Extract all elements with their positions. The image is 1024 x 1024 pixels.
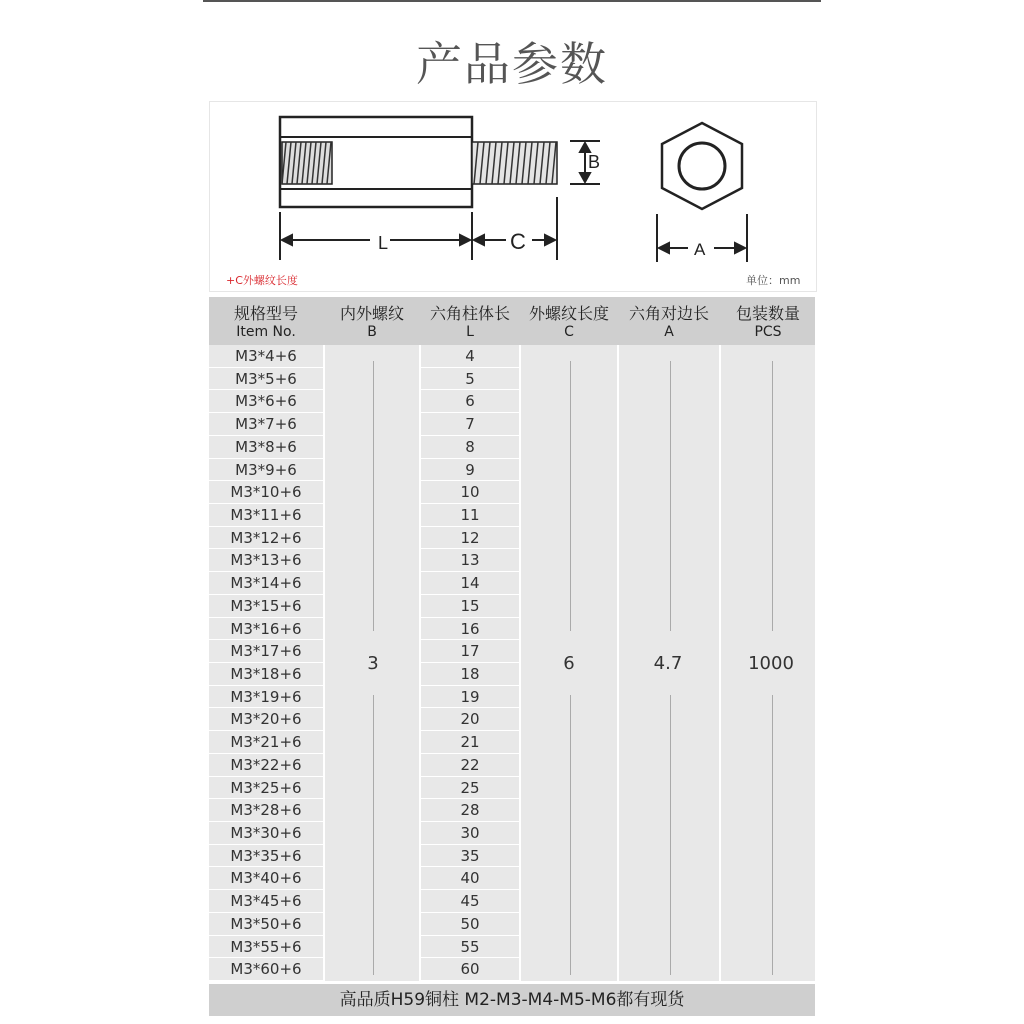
table-row-item-no: M3*22+6	[209, 754, 323, 777]
table-row-item-no: M3*50+6	[209, 913, 323, 936]
unit-note: 单位：mm	[746, 274, 801, 287]
merge-guide-line	[670, 695, 671, 975]
table-row-length: 19	[421, 686, 519, 709]
table-row-length: 17	[421, 640, 519, 663]
spec-diagram	[209, 101, 817, 292]
table-row-length: 10	[421, 481, 519, 504]
table-row-length: 22	[421, 754, 519, 777]
dim-label-l: L	[378, 233, 389, 253]
dim-label-c: C	[510, 229, 526, 254]
hex-a-value: 4.7	[653, 653, 683, 674]
table-row-item-no: M3*21+6	[209, 731, 323, 754]
header-hex-a: 六角对边长 A	[628, 304, 709, 340]
hex-nut-icon	[662, 123, 742, 209]
table-row-length: 8	[421, 436, 519, 459]
table-row-length: 5	[421, 368, 519, 391]
merge-guide-line	[373, 695, 374, 975]
table-row-length: 6	[421, 390, 519, 413]
table-row-item-no: M3*8+6	[209, 436, 323, 459]
table-row-length: 18	[421, 663, 519, 686]
table-row-item-no: M3*25+6	[209, 777, 323, 800]
table-row-item-no: M3*60+6	[209, 958, 323, 981]
dim-label-a: A	[694, 240, 706, 259]
table-row-item-no: M3*6+6	[209, 390, 323, 413]
table-row-length: 40	[421, 867, 519, 890]
table-row-item-no: M3*11+6	[209, 504, 323, 527]
table-row-item-no: M3*15+6	[209, 595, 323, 618]
standoff-drawing	[210, 102, 816, 291]
table-row-length: 21	[421, 731, 519, 754]
table-row-length: 4	[421, 345, 519, 368]
table-row-length: 30	[421, 822, 519, 845]
table-row-length: 14	[421, 572, 519, 595]
external-thread	[472, 142, 557, 184]
pcs-value: 1000	[748, 653, 794, 674]
table-row-length: 15	[421, 595, 519, 618]
table-row-item-no: M3*20+6	[209, 708, 323, 731]
table-row-length: 11	[421, 504, 519, 527]
table-row-item-no: M3*4+6	[209, 345, 323, 368]
header-pcs: 包装数量 PCS	[735, 304, 800, 340]
table-row-length: 28	[421, 799, 519, 822]
table-row-length: 7	[421, 413, 519, 436]
table-row-length: 13	[421, 549, 519, 572]
header-length-l: 六角柱体长 L	[429, 304, 510, 340]
thread-length-note: +C外螺纹长度	[226, 274, 298, 287]
header-item-no: 规格型号 Item No.	[233, 304, 298, 340]
thread-c-value: 6	[563, 653, 575, 674]
header-thread-b: 内外螺纹 B	[339, 304, 404, 340]
table-row-length: 12	[421, 527, 519, 550]
table-row-item-no: M3*55+6	[209, 936, 323, 959]
table-row-item-no: M3*5+6	[209, 368, 323, 391]
table-row-item-no: M3*45+6	[209, 890, 323, 913]
table-row-item-no: M3*30+6	[209, 822, 323, 845]
table-row-item-no: M3*10+6	[209, 481, 323, 504]
top-rule	[203, 0, 821, 2]
table-row-item-no: M3*13+6	[209, 549, 323, 572]
merge-guide-line	[570, 361, 571, 631]
page-title: 产品参数	[416, 37, 608, 91]
table-row-length: 50	[421, 913, 519, 936]
header-thread-c: 外螺纹长度 C	[528, 304, 609, 340]
table-header	[209, 297, 815, 345]
table-row-item-no: M3*7+6	[209, 413, 323, 436]
dim-label-b: B	[588, 152, 601, 172]
column-divider	[719, 345, 721, 981]
thread-b-value: 3	[367, 653, 379, 674]
table-row-item-no: M3*14+6	[209, 572, 323, 595]
table-row-item-no: M3*28+6	[209, 799, 323, 822]
table-row-item-no: M3*18+6	[209, 663, 323, 686]
table-row-length: 25	[421, 777, 519, 800]
table-row-length: 60	[421, 958, 519, 981]
table-row-length: 9	[421, 459, 519, 482]
footer-banner: 高品质H59铜柱 M2-M3-M4-M5-M6都有现货	[209, 984, 815, 1016]
merge-guide-line	[670, 361, 671, 631]
table-row-item-no: M3*35+6	[209, 845, 323, 868]
hole-icon	[679, 143, 725, 189]
merge-guide-line	[772, 695, 773, 975]
table-row-item-no: M3*17+6	[209, 640, 323, 663]
merge-guide-line	[772, 361, 773, 631]
merge-guide-line	[570, 695, 571, 975]
table-row-item-no: M3*40+6	[209, 867, 323, 890]
table-row-length: 35	[421, 845, 519, 868]
table-row-item-no: M3*16+6	[209, 618, 323, 641]
table-row-item-no: M3*12+6	[209, 527, 323, 550]
table-row-length: 55	[421, 936, 519, 959]
table-row-length: 16	[421, 618, 519, 641]
table-row-length: 45	[421, 890, 519, 913]
table-row-length: 20	[421, 708, 519, 731]
merge-guide-line	[373, 361, 374, 631]
table-row-item-no: M3*9+6	[209, 459, 323, 482]
table-row-item-no: M3*19+6	[209, 686, 323, 709]
